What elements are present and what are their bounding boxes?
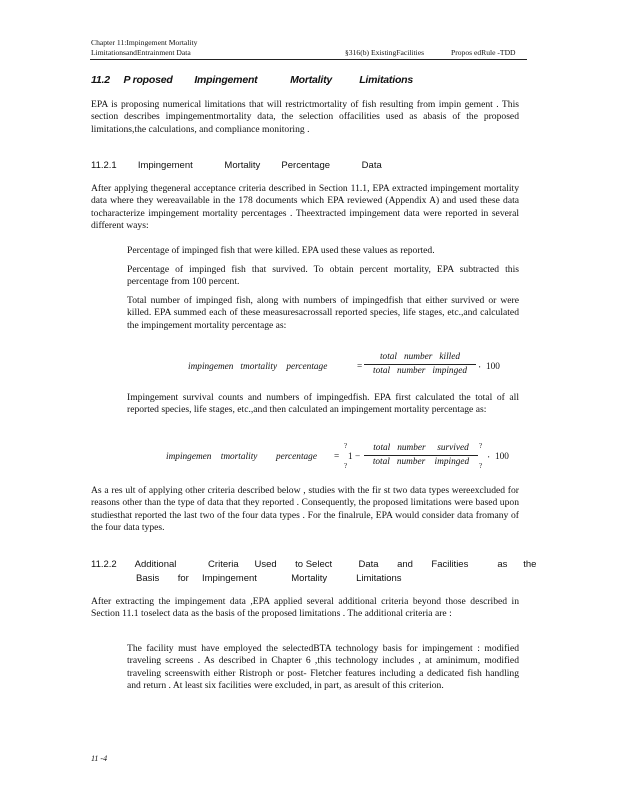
fraction: total number killed total number impinged (364, 351, 476, 378)
bracket-glyph: ? (479, 442, 483, 450)
list-item: Total number of impinged fish, along with numbers of impingedfish that either survived or were killed. EPA summed each of these measuresacrossall reported species, life stages, etc.,and calculated the impingement mortality percentage as: (127, 295, 519, 331)
bracket-glyph: ? (344, 442, 348, 450)
bracket-glyph: ? (479, 462, 483, 470)
page-number: 11 -4 (91, 754, 108, 763)
list-item: The facility must have employed the selectedBTA technology basis for impingement : modified traveling screens . As described in Chapter 6 ,this technology includes , at aminimum, modified traveling screenswith either Ristroph or post- Fletcher features including a dedicated fish handling and return . At least six facilities were excluded, in part, as aresult of this criterion. (127, 643, 519, 692)
subsection-2-paragraph: After extracting the impingement data ,EPA applied several additional criteria beyond those described in Section 11.1 toselect data as the basis of the proposed limitations . The additional criteria are : (91, 596, 519, 620)
bracket-glyph: ? (344, 462, 348, 470)
header-divider (90, 59, 527, 60)
header-subtitle: LimitationsandEntrainment Data (91, 48, 191, 57)
header-doc-type: Propos edRule -TDD (451, 48, 516, 57)
list-item: Impingement survival counts and numbers of impingedfish. EPA first calculated the total of all reported species, life stages, etc.,and then calculated an impingement mortality percentage as: (127, 392, 519, 416)
header-rule-ref: §316(b) ExistingFacilities (345, 48, 425, 57)
section-heading: 11.2 P roposed Impingement Mortality Limitations (91, 74, 414, 86)
list-item: Percentage of impinged fish that were killed. EPA used these values as reported. (127, 245, 435, 256)
subsection-heading-2: 11.2.2 Additional Criteria Used to Select Data and Facilities as the (91, 559, 537, 570)
subsection-1-conclusion: As a res ult of applying other criteria described below , studies with the fir st two data types wereexcluded for reasons other than the type of data that they reported . Consequently, the proposed limitations were based upon studiesthat reported the last two of the four data types . For the finalrule, EPA would consider data fromany of the four data types. (91, 485, 519, 534)
subsection-1-paragraph: After applying thegeneral acceptance criteria described in Section 11.1, EPA extracted impingement mortality data where they wereavailable in the 178 documents which EPA reviewed (Appendix A) and used these data tocharacterize impingement mortality percentages . Theextracted impingement data were reported in several different ways: (91, 183, 519, 232)
fraction: total number survived total number impinged (364, 442, 478, 469)
section-intro: EPA is proposing numerical limitations that will restrictmortality of fish resulting from impin gement . This section describes impingementmortality data, the selection offacilities used as abasis of the proposed limitations,the calculations, and compliance monitoring . (91, 99, 519, 135)
header-chapter: Chapter 11:Impingement Mortality (91, 38, 198, 47)
subsection-heading-1: 11.2.1 Impingement Mortality Percentage Data (91, 160, 382, 171)
subsection-heading-2-continued: Basis for Impingement Mortality Limitations (136, 573, 402, 584)
list-item: Percentage of impinged fish that survived. To obtain percent mortality, EPA subtracted this percentage from 100 percent. (127, 264, 519, 288)
